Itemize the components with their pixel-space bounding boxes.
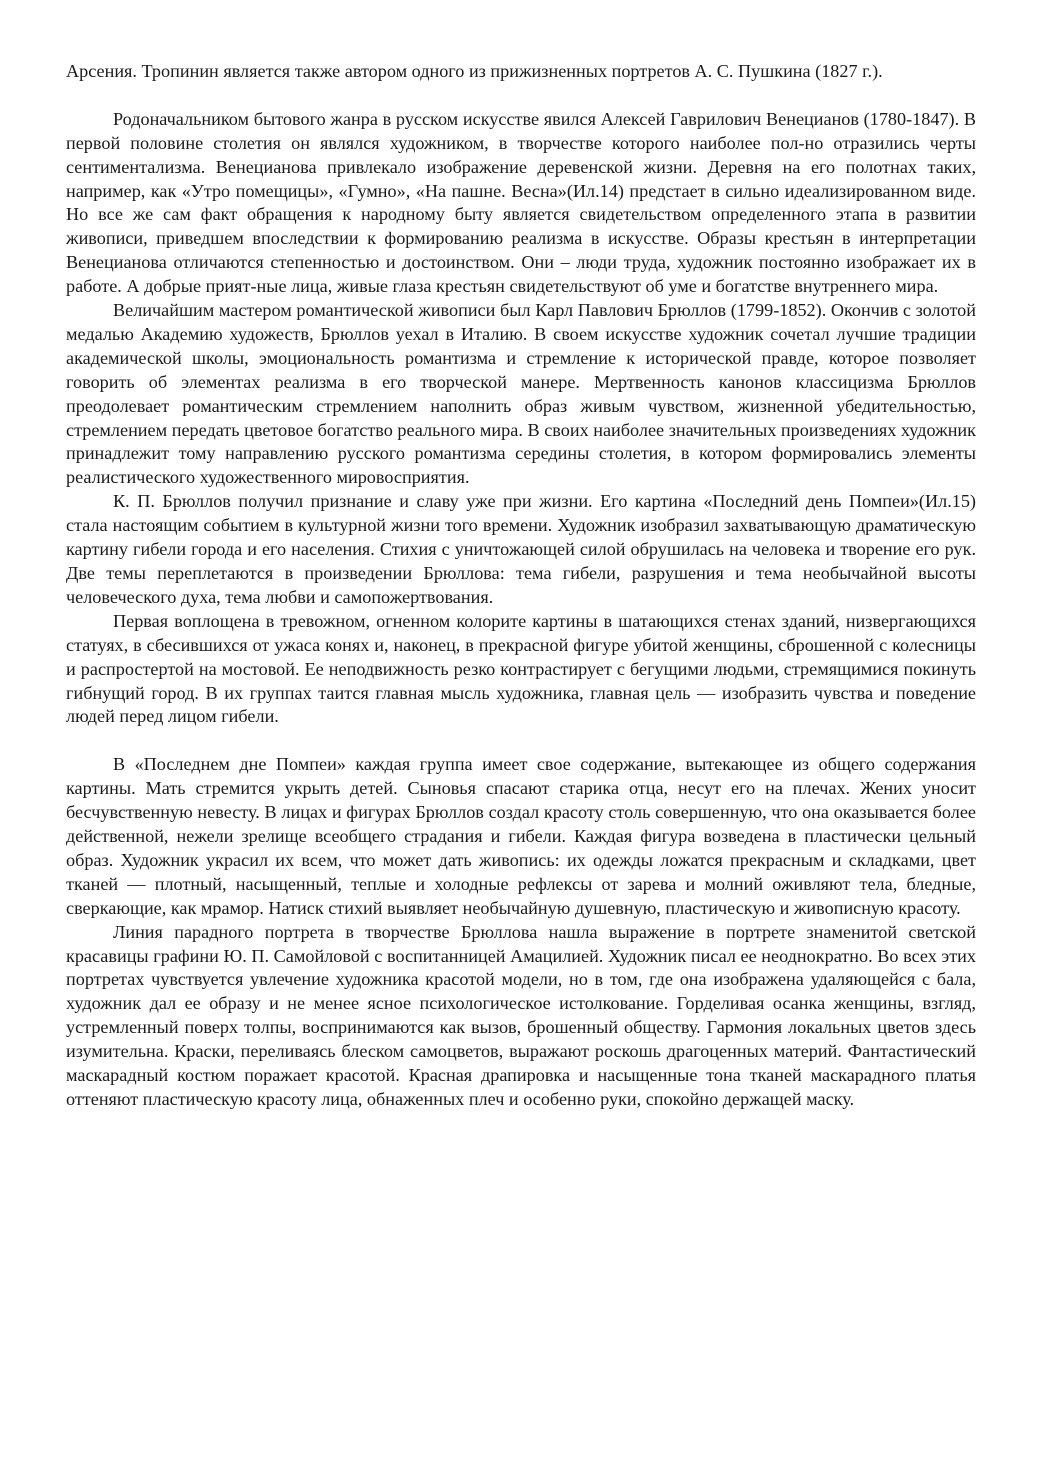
paragraph-last-day-of-pompeii: К. П. Брюллов получил признание и славу уже при жизни. Его картина «Последний день Помпеи»(Ил.15) стала настоящим событием в культурной жизни того времени. Художник изобразил захватывающую драматическую картину гибели города и его населения. Стихия с уничтожающей силой обрушилась на человека и творение его рук. Две темы переплетаются в произведении Брюллова: тема гибели, разрушения и тема необычайной высоты человеческого духа, тема любви и самопожертвования. xyxy=(66,491,976,607)
paragraph-tropinin-continuation: Арсения. Тропинин является также автором одного из прижизненных портретов А. С. Пушкина (1827 г.). xyxy=(66,61,883,81)
paragraph-first-theme: Первая воплощена в тревожном, огненном колорите картины в шатающихся стенах зданий, низвергающихся статуях, в сбесившихся от ужаса конях и, наконец, в прекрасной фигуре убитой женщины, сброшенной с колесницы и распростертой на мостовой. Ее неподвижность резко контрастирует с бегущими людьми, стремящимися покинуть гибнущий город. В их группах таится главная мысль художника, главная цель — изобразить чувства и поведение людей перед лицом гибели. xyxy=(66,610,976,727)
paragraph-bryullov-intro: Величайшим мастером романтической живописи был Карл Павлович Брюллов (1799-1852). Окончив с золотой медалью Академию художеств, Брюллов уехал в Италию. В своем искусстве художник сочетал лучшие традиции академической школы, эмоциональность романтизма и стремление к исторической правде, которое позволяет говорить об элементах реализма в его творческой манере. Мертвенность канонов классицизма Брюллов преодолевает романтическим стремлением наполнить образ живым чувством, жизненной убедительностью, стремлением передать цветовое богатство реального мира. В своих наиболее значительных произведениях художник принадлежит тому направлению русского романтизма середины столетия, в котором формировались элементы реалистического художественного мировосприятия. xyxy=(66,300,976,488)
document-page xyxy=(66,60,976,1112)
paragraph-samoilova-portrait: Линия парадного портрета в творчестве Брюллова нашла выражение в портрете знаменитой светской красавицы графини Ю. П. Самойловой с воспитанницей Амацилией. Художник писал ее неоднократно. Во всех этих портретах чувствуется увлечение художника красотой модели, но в том, где она изображена удаляющейся с бала, художник дал ее образу и не менее ясное психологическое истолкование. Горделивая осанка женщины, взгляд, устремленный поверх толпы, воспринимаются как вызов, брошенный обществу. Гармония локальных цветов здесь изумительна. Краски, переливаясь блеском самоцветов, выражают роскошь драгоценных материй. Фантастический маскарадный костюм поражает красотой. Красная драпировка и насыщенные тона тканей маскарадного платья оттеняют пластическую красоту лица, обнаженных плеч и особенно руки, спокойно держащей маску. xyxy=(66,921,976,1109)
paragraph-pompeii-groups: В «Последнем дне Помпеи» каждая группа имеет свое содержание, вытекающее из общего содержания картины. Мать стремится укрыть детей. Сыновья спасают старика отца, несут его на плечах. Жених уносит бесчувственную невесту. В лицах и фигурах Брюллов создал красоту столь совершенную, что она оказывается более действенной, нежели зрелище всеобщего страдания и гибели. Каждая фигура возведена в пластически цельный образ. Художник украсил их всем, что может дать живопись: их одежды ложатся прекрасным и складками, цвет тканей — плотный, насыщенный, теплые и холодные рефлексы от зарева и молний оживляют тела, бледные, сверкающие, как мрамор. Натиск стихий выявляет необычайную душевную, пластическую и живописную красоту. xyxy=(66,754,976,918)
paragraph-venetsianov: Родоначальником бытового жанра в русском искусстве явился Алексей Гаврилович Венецианов (1780-1847). В первой половине столетия он являлся художником, в творчестве которого наиболее пол-но отразились черты сентиментализма. Венецианова привлекало изображение деревенской жизни. Деревня на его полотнах таких, например, как «Утро помещицы», «Гумно», «На пашне. Весна»(Ил.14) предстает в сильно идеализированном виде. Но все же сам факт обращения к народному быту является свидетельством определенного этапа в развитии живописи, приведшем впоследствии к формированию реализма в искусстве. Образы крестьян в интерпретации Венецианова отличаются степенностью и достоинством. Они – люди труда, художник постоянно изображает их в работе. А добрые прият-ные лица, живые глаза крестьян свидетельствуют об уме и богатстве внутреннего мира. xyxy=(66,108,976,297)
